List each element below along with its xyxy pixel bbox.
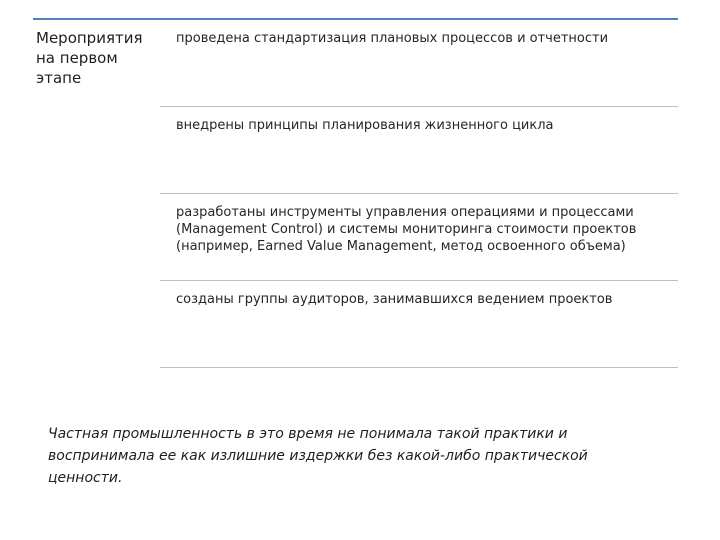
row-label: Мероприятия на первом этапе [36,29,143,87]
item-text: разработаны инструменты управления операциями и процессами (Management Control) и системы мониторинга стоимости проектов (например, Earned Value Management, метод освоенного объема) [176,205,637,254]
footnote: Частная промышленность в это время не понимала такой практики и воспринимала ее как излишние издержки без какой-либо практической ценности. [48,426,588,486]
list-item [160,281,678,368]
item-text: внедрены принципы планирования жизненного цикла [176,118,554,133]
list-item [160,20,678,107]
list-item [160,107,678,194]
item-text: созданы группы аудиторов, занимавшихся ведением проектов [176,292,613,307]
items-list [160,20,678,368]
list-item [160,194,678,281]
item-text: проведена стандартизация плановых процессов и отчетности [176,31,609,46]
